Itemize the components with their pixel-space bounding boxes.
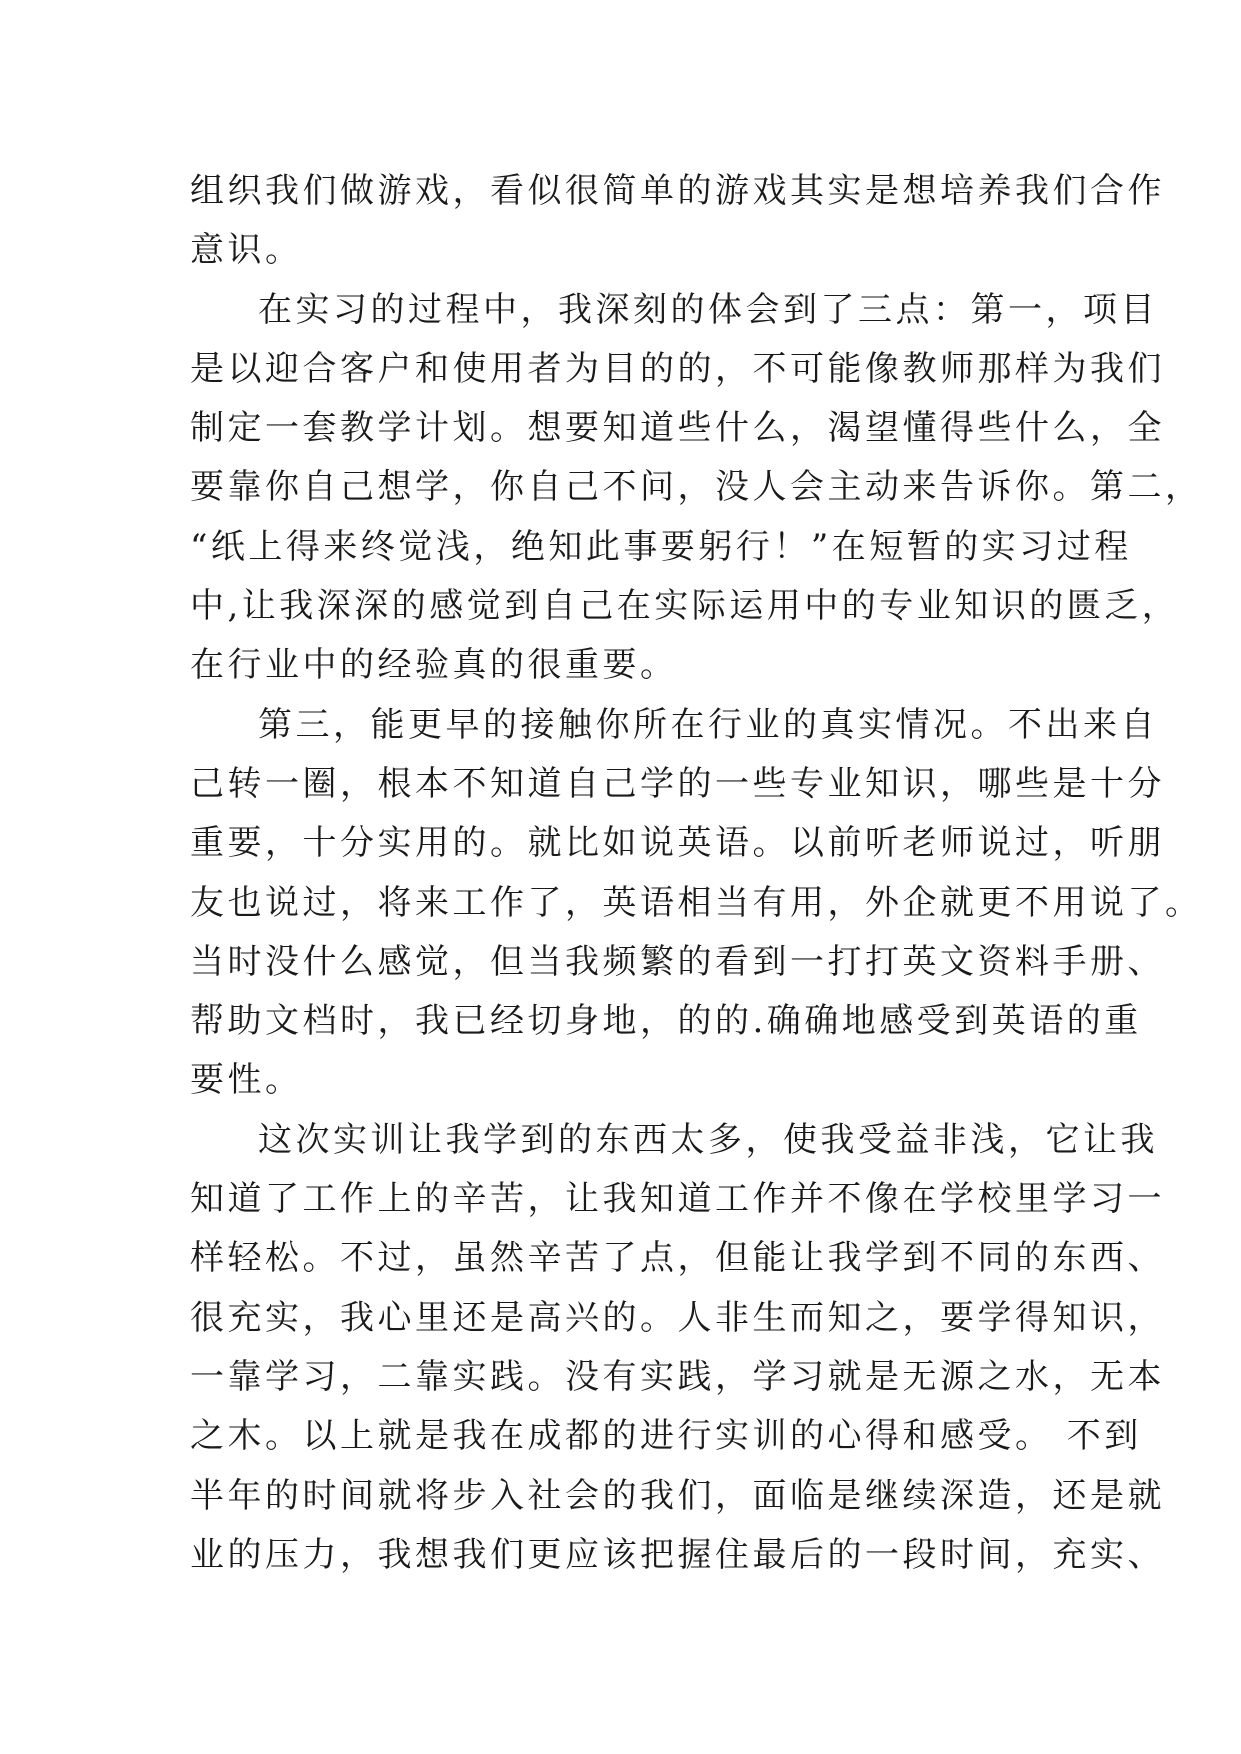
text-line: 要性。 xyxy=(190,1060,303,1101)
text-line: 之木。以上就是我在成都的进行实训的心得和感受。 不到 xyxy=(190,1416,1142,1457)
text-line: “纸上得来终觉浅，绝知此事要躬行！”在短暂的实习过程 xyxy=(190,526,1132,567)
text-line: 意识。 xyxy=(190,230,303,271)
text-line: 在行业中的经验真的很重要。 xyxy=(190,645,678,686)
text-line: 己转一圈，根本不知道自己学的一些专业知识，哪些是十分 xyxy=(190,763,1165,804)
text-line: 要靠你自己想学，你自己不问，没人会主动来告诉你。第二， xyxy=(190,467,1203,508)
text-line: 样轻松。不过，虽然辛苦了点，但能让我学到不同的东西、 xyxy=(190,1238,1165,1279)
text-line: 很充实，我心里还是高兴的。人非生而知之，要学得知识， xyxy=(190,1297,1165,1338)
text-line: 第三，能更早的接触你所在行业的真实情况。不出来自 xyxy=(258,704,1158,745)
body-text xyxy=(190,162,1203,1585)
text-line: 友也说过，将来工作了，英语相当有用，外企就更不用说了。 xyxy=(190,882,1203,923)
text-line: 组织我们做游戏，看似很简单的游戏其实是想培养我们合作 xyxy=(190,171,1165,211)
text-line: 中,让我深深的感觉到自己在实际运用中的专业知识的匮乏， xyxy=(190,586,1180,627)
text-line: 制定一套教学计划。想要知道些什么，渴望懂得些什么，全 xyxy=(190,408,1165,449)
text-line: 当时没什么感觉，但当我频繁的看到一打打英文资料手册、 xyxy=(190,941,1165,982)
text-line: 业的压力，我想我们更应该把握住最后的一段时间，充实、 xyxy=(190,1534,1165,1575)
text-line: 帮助文档时，我已经切身地，的的.确确地感受到英语的重 xyxy=(190,1001,1142,1042)
text-line: 重要，十分实用的。就比如说英语。以前听老师说过，听朋 xyxy=(190,823,1165,864)
text-line: 在实习的过程中，我深刻的体会到了三点：第一，项目 xyxy=(258,289,1158,330)
text-line: 一靠学习，二靠实践。没有实践，学习就是无源之水，无本 xyxy=(190,1356,1165,1397)
text-line: 半年的时间就将步入社会的我们，面临是继续深造，还是就 xyxy=(190,1475,1165,1516)
text-line: 知道了工作上的辛苦，让我知道工作并不像在学校里学习一 xyxy=(190,1179,1165,1220)
text-line: 是以迎合客户和使用者为目的的，不可能像教师那样为我们 xyxy=(190,348,1165,389)
text-line: 这次实训让我学到的东西太多，使我受益非浅，它让我 xyxy=(258,1119,1158,1160)
